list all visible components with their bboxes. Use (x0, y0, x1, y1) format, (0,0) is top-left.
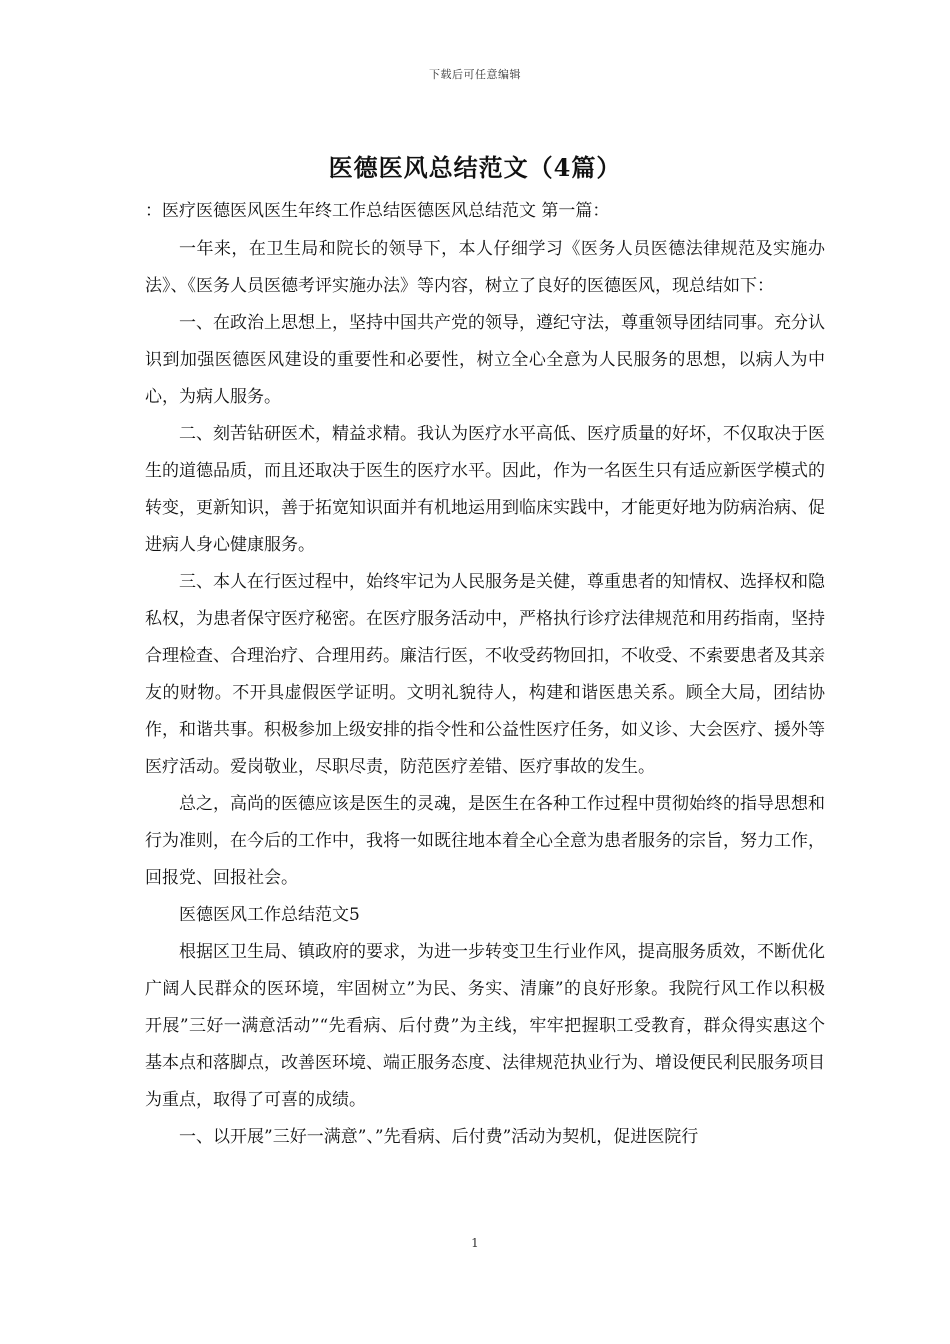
body-paragraph: 根据区卫生局、镇政府的要求，为进一步转变卫生行业作风，提高服务质效，不断优化广阔人民群众的医环境，牢固树立”为民、务实、清廉”的良好形象。我院行风工作以积极开展”三好一满意活动”“先看病、后付费”为主线，牢牢把握职工受教育，群众得实惠这个基本点和落脚点，改善医环境、端正服务态度、法律规范执业行为、增设便民利民服务项目为重点，取得了可喜的成绩。 (145, 942, 825, 1110)
body-paragraph: 一、在政治上思想上，坚持中国共产党的领导，遵纪守法，尊重领导团结同事。充分认识到加强医德医风建设的重要性和必要性，树立全心全意为人民服务的思想，以病人为中心，为病人服务。 (145, 313, 825, 407)
body-paragraph: 一年来，在卫生局和院长的领导下，本人仔细学习《医务人员医德法律规范及实施办法》、《医务人员医德考评实施办法》等内容，树立了良好的医德医风，现总结如下： (145, 239, 825, 296)
body-paragraph: 三、本人在行医过程中，始终牢记为人民服务是关健，尊重患者的知情权、选择权和隐私权，为患者保守医疗秘密。在医疗服务活动中，严格执行诊疗法律规范和用药指南，坚持合理检查、合理治疗、合理用药。廉洁行医，不收受药物回扣，不收受、不索要患者及其亲友的财物。不开具虚假医学证明。文明礼貌待人，构建和谐医患关系。顾全大局，团结协作，和谐共事。积极参加上级安排的指令性和公益性医疗任务，如义诊、大会医疗、援外等医疗活动。爱岗敬业，尽职尽责，防范医疗差错、医疗事故的发生。 (145, 572, 825, 777)
document-body (145, 196, 825, 1156)
body-paragraph: 总之，高尚的医德应该是医生的灵魂，是医生在各种工作过程中贯彻始终的指导思想和行为准则，在今后的工作中，我将一如既往地本着全心全意为患者服务的宗旨，努力工作，回报党、回报社会。 (145, 794, 825, 888)
header-note: 下载后可任意编辑 (429, 68, 521, 81)
document-title: 医德医风总结范文（4篇） (328, 153, 622, 182)
page-number: 1 (471, 1236, 479, 1250)
body-paragraph: 一、以开展”三好一满意”、”先看病、后付费”活动为契机，促进医院行 (179, 1127, 699, 1147)
lead-paragraph: ：医疗医德医风医生年终工作总结医德医风总结范文 第一篇： (145, 201, 610, 221)
body-paragraph: 二、刻苦钻研医术，精益求精。我认为医疗水平高低、医疗质量的好坏，不仅取决于医生的道德品质，而且还取决于医生的医疗水平。因此，作为一名医生只有适应新医学模式的转变，更新知识，善于拓宽知识面并有机地运用到临床实践中，才能更好地为防病治病、促进病人身心健康服务。 (145, 424, 825, 555)
section-subheading: 医德医风工作总结范文5 (179, 905, 360, 925)
